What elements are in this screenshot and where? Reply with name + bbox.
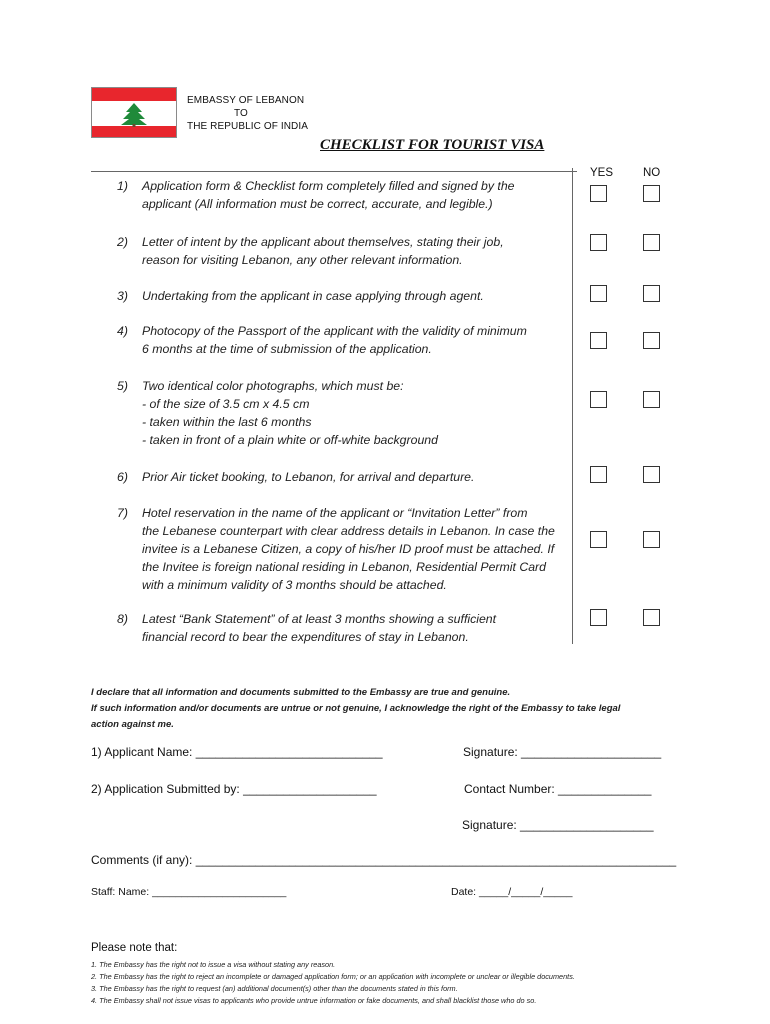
staff-name-field[interactable]: Staff: Name: _______________________ (91, 886, 287, 898)
item-6-no-checkbox[interactable] (643, 466, 660, 483)
signature-field[interactable]: Signature: ____________________ (462, 818, 654, 832)
item-text: Prior Air ticket booking, to Lebanon, for arrival and departure. (142, 470, 475, 484)
declaration-line: I declare that all information and documents submitted to the Embassy are true and genuine. (91, 687, 511, 698)
item-1-no-checkbox[interactable] (643, 185, 660, 202)
item-8-yes-checkbox[interactable] (590, 609, 607, 626)
declaration-line: action against me. (91, 719, 174, 730)
checklist-item (117, 504, 567, 594)
item-text: Application form & Checklist form completely filled and signed by the applicant (All information must be correct, accurate, and legible.) (142, 179, 515, 211)
item-text: Hotel reservation in the name of the applicant or “Invitation Letter” from the Lebanese counterpart with clear address details in Lebanon. In case the invitee is a Lebanese Citizen, a copy of his/her ID proof must be attached. If the Invitee is foreign national residing in Lebanon, Residential Permit Card with a minimum validity of 3 months should be attached. (142, 506, 555, 592)
item-8-no-checkbox[interactable] (643, 609, 660, 626)
note-item: 1. The Embassy has the right not to issue a visa without stating any reason. (91, 960, 336, 969)
signature-field[interactable]: Signature: _____________________ (463, 745, 662, 759)
checklist-item (117, 610, 567, 646)
item-6-yes-checkbox[interactable] (590, 466, 607, 483)
item-2-no-checkbox[interactable] (643, 234, 660, 251)
item-number: 3) (117, 289, 128, 303)
checklist-item (117, 177, 567, 213)
item-number: 5) (117, 379, 128, 393)
embassy-name-line1: EMBASSY OF LEBANON (187, 95, 305, 106)
cedar-tree-icon (92, 88, 177, 138)
lebanon-flag-icon (91, 87, 177, 138)
item-text: Two identical color photographs, which must be: - of the size of 3.5 cm x 4.5 cm - taken within the last 6 months - taken in front of a plain white or off-white background (142, 379, 438, 447)
item-number: 6) (117, 470, 128, 484)
comments-field[interactable]: Comments (if any): ________________________________________________________________________ (91, 853, 677, 867)
divider-vertical (572, 168, 573, 644)
divider-horizontal (91, 171, 577, 172)
item-number: 2) (117, 235, 128, 249)
notes-title: Please note that: (91, 942, 178, 954)
item-3-yes-checkbox[interactable] (590, 285, 607, 302)
checklist-item (117, 233, 567, 269)
item-text: Letter of intent by the applicant about themselves, stating their job, reason for visiting Lebanon, any other relevant information. (142, 235, 504, 267)
embassy-name-line2: TO (234, 108, 248, 119)
submitted-by-field[interactable]: 2) Application Submitted by: ____________________ (91, 782, 377, 796)
note-item: 4. The Embassy shall not issue visas to applicants who provide untrue information or fake documents, and shall blacklist those who do so. (91, 996, 537, 1005)
item-4-yes-checkbox[interactable] (590, 332, 607, 349)
item-text: Undertaking from the applicant in case applying through agent. (142, 289, 484, 303)
item-4-no-checkbox[interactable] (643, 332, 660, 349)
contact-number-field[interactable]: Contact Number: ______________ (464, 782, 652, 796)
item-3-no-checkbox[interactable] (643, 285, 660, 302)
item-7-no-checkbox[interactable] (643, 531, 660, 548)
item-number: 8) (117, 612, 128, 626)
note-item: 3. The Embassy has the right to request (an) additional document(s) other than the documents stated in this form. (91, 984, 458, 993)
item-5-yes-checkbox[interactable] (590, 391, 607, 408)
item-5-no-checkbox[interactable] (643, 391, 660, 408)
checklist-item (117, 377, 567, 449)
item-number: 7) (117, 506, 128, 520)
declaration-line: If such information and/or documents are untrue or not genuine, I acknowledge the right of the Embassy to take legal (91, 703, 621, 714)
yes-column-header: YES (590, 167, 614, 179)
checklist-item (117, 287, 567, 305)
item-number: 1) (117, 179, 128, 193)
item-text: Photocopy of the Passport of the applicant with the validity of minimum 6 months at the time of submission of the application. (142, 324, 527, 356)
item-number: 4) (117, 324, 128, 338)
item-7-yes-checkbox[interactable] (590, 531, 607, 548)
note-item: 2. The Embassy has the right to reject an incomplete or damaged application form; or an application with incomplete or unclear or illegible documents. (91, 972, 575, 981)
applicant-name-field[interactable]: 1) Applicant Name: ____________________________ (91, 745, 383, 759)
item-1-yes-checkbox[interactable] (590, 185, 607, 202)
no-column-header: NO (643, 167, 661, 179)
checklist-item (117, 322, 567, 358)
date-field[interactable]: Date: _____/_____/_____ (451, 886, 573, 898)
item-2-yes-checkbox[interactable] (590, 234, 607, 251)
checklist-item (117, 468, 567, 486)
embassy-name-line3: THE REPUBLIC OF INDIA (187, 121, 309, 132)
page-title: CHECKLIST FOR TOURIST VISA (320, 137, 545, 153)
item-text: Latest “Bank Statement” of at least 3 months showing a sufficient financial record to bear the expenditures of stay in Lebanon. (142, 612, 497, 644)
